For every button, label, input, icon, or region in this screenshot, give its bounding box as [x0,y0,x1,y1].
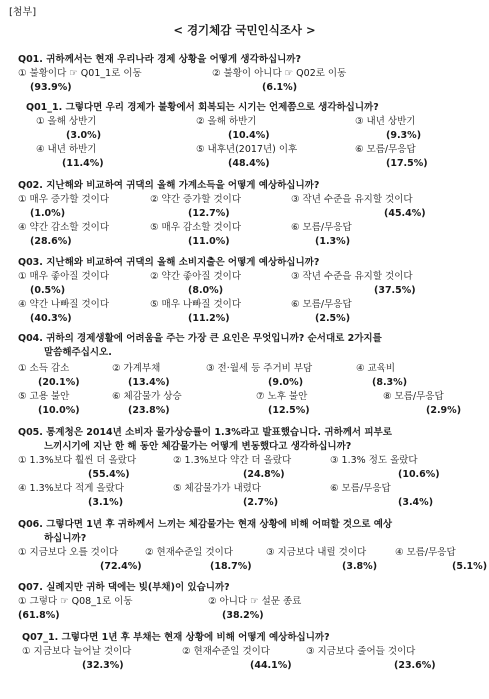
option-text: ① 지금보다 늘어날 것이다 [22,646,132,657]
option-percent: (8.3%) [372,377,408,388]
option-text: ② 가계부채 [112,363,161,374]
option-text: ⑤ 매우 감소할 것이다 [150,222,241,233]
option-percent: (2.9%) [426,405,462,416]
question-label: Q01. 귀하께서는 현재 우리나라 경제 상황을 어떻게 생각하십니까? [18,54,301,65]
option-text: ⑥ 모름/무응답 [355,144,416,155]
option-percent: (45.4%) [384,208,426,219]
option-text: ① 지금보다 오를 것이다 [18,547,119,558]
option-percent: (10.4%) [228,130,270,141]
option-text: ② 아니다 ☞ 설문 종료 [208,596,302,607]
option-text: ① 그렇다 ☞ Q08_1로 이동 [18,596,133,607]
option-text: ② 약간 증가할 것이다 [150,194,241,205]
option-text: ③ 작년 수준을 유지할 것이다 [291,271,413,282]
option-percent: (3.0%) [66,130,102,141]
option-percent: (2.7%) [243,497,279,508]
option-text: ④ 내년 하반기 [36,144,97,155]
option-percent: (23.6%) [394,660,436,671]
option-text: ③ 작년 수준을 유지할 것이다 [291,194,413,205]
option-text: ③ 내년 상반기 [355,116,416,127]
option-percent: (9.3%) [386,130,422,141]
option-text: ③ 전·월세 등 주거비 부담 [206,363,313,374]
page-title: < 경기체감 국민인식조사 > [173,23,316,37]
option-text: ④ 모름/무응답 [395,547,456,558]
option-percent: (6.1%) [262,82,298,93]
question-label: Q07_1. 그렇다면 1년 후 부채는 현재 상황에 비해 어떻게 예상하십니까? [22,632,330,643]
question-label-continued: 느끼시기에 지난 한 해 동안 체감물가는 어떻게 변동했다고 생각하십니까? [44,441,352,452]
option-percent: (2.5%) [315,313,351,324]
option-percent: (9.0%) [268,377,304,388]
option-percent: (93.9%) [30,82,72,93]
option-percent: (17.5%) [386,158,428,169]
option-percent: (13.4%) [128,377,170,388]
option-text: ② 불황이 아니다 ☞ Q02로 이동 [212,68,347,79]
option-text: ③ 지금보다 줄어들 것이다 [306,646,416,657]
option-text: ⑥ 체감물가 상승 [112,391,182,402]
option-percent: (3.8%) [342,561,378,572]
option-percent: (40.3%) [30,313,72,324]
option-text: ① 소득 감소 [18,363,70,374]
option-percent: (32.3%) [82,660,124,671]
option-text: ⑧ 모름/무응답 [383,391,444,402]
option-text: ④ 교육비 [356,363,396,374]
option-percent: (55.4%) [88,469,130,480]
option-text: ① 1.3%보다 훨씬 더 올랐다 [18,455,137,466]
question-label: Q01_1. 그렇다면 우리 경제가 불황에서 회복되는 시기는 언제쯤으로 생각하십니까? [26,102,379,113]
option-percent: (0.5%) [30,285,66,296]
option-text: ⑥ 모름/무응답 [291,299,352,310]
option-text: ⑥ 모름/무응답 [291,222,352,233]
option-text: ⑥ 모름/무응답 [330,483,391,494]
option-text: ② 현재수준일 것이다 [145,547,233,558]
question-label-continued: 하십니까? [44,533,87,544]
attachment-tag: [첨부] [9,7,37,18]
question-label: Q05. 통계청은 2014년 소비자 물가상승률이 1.3%라고 발표했습니다. 귀하께서 피부로 [18,427,392,438]
option-text: ① 매우 좋아질 것이다 [18,271,109,282]
option-text: ④ 1.3%보다 적게 올랐다 [18,483,124,494]
option-percent: (72.4%) [100,561,142,572]
question-label-continued: 말씀해주십시오. [44,347,112,358]
option-text: ⑤ 매우 나빠질 것이다 [150,299,241,310]
option-percent: (24.8%) [243,469,285,480]
option-percent: (5.1%) [452,561,488,572]
question-label: Q02. 지난해와 비교하여 귀댁의 올해 가계소득을 어떻게 예상하십니까? [18,180,320,191]
option-percent: (20.1%) [38,377,80,388]
option-text: ① 매우 증가할 것이다 [18,194,109,205]
option-percent: (61.8%) [18,610,60,621]
option-text: ② 약간 좋아질 것이다 [150,271,241,282]
option-percent: (10.6%) [398,469,440,480]
option-text: ⑤ 내후년(2017년) 이후 [196,144,298,155]
question-label: Q07. 실례지만 귀하 댁에는 빚(부채)이 있습니까? [18,582,230,593]
option-text: ① 올해 상반기 [36,116,97,127]
option-text: ⑦ 노후 불안 [256,391,308,402]
question-label: Q04. 귀하의 경제생활에 어려움을 주는 가장 큰 요인은 무엇입니까? 순서대로 2가지를 [18,333,382,344]
option-percent: (28.6%) [30,236,72,247]
option-percent: (3.4%) [398,497,434,508]
option-percent: (11.2%) [188,313,230,324]
option-text: ④ 약간 감소할 것이다 [18,222,109,233]
option-text: ② 올해 하반기 [196,116,257,127]
option-percent: (38.2%) [222,610,264,621]
option-text: ⑤ 고용 불안 [18,391,70,402]
option-percent: (18.7%) [210,561,252,572]
question-label: Q06. 그렇다면 1년 후 귀하께서 느끼는 체감물가는 현재 상황에 비해 어떠할 것으로 예상 [18,519,393,530]
option-text: ② 현재수준일 것이다 [182,646,270,657]
option-percent: (23.8%) [128,405,170,416]
option-text: ⑤ 체감물가가 내렸다 [173,483,261,494]
option-text: ③ 지금보다 내릴 것이다 [266,547,367,558]
option-text: ③ 1.3% 정도 올랐다 [330,455,418,466]
option-text: ④ 약간 나빠질 것이다 [18,299,109,310]
option-percent: (11.4%) [62,158,104,169]
option-percent: (1.3%) [315,236,351,247]
option-percent: (44.1%) [250,660,292,671]
option-text: ② 1.3%보다 약간 더 올랐다 [173,455,292,466]
option-percent: (8.0%) [188,285,224,296]
option-percent: (12.7%) [188,208,230,219]
option-text: ① 불황이다 ☞ Q01_1로 이동 [18,68,142,79]
option-percent: (12.5%) [268,405,310,416]
question-label: Q03. 지난해와 비교하여 귀댁의 올해 소비지출은 어떻게 예상하십니까? [18,257,320,268]
option-percent: (10.0%) [38,405,80,416]
option-percent: (3.1%) [88,497,124,508]
option-percent: (11.0%) [188,236,230,247]
option-percent: (1.0%) [30,208,66,219]
option-percent: (48.4%) [228,158,270,169]
option-percent: (37.5%) [374,285,416,296]
